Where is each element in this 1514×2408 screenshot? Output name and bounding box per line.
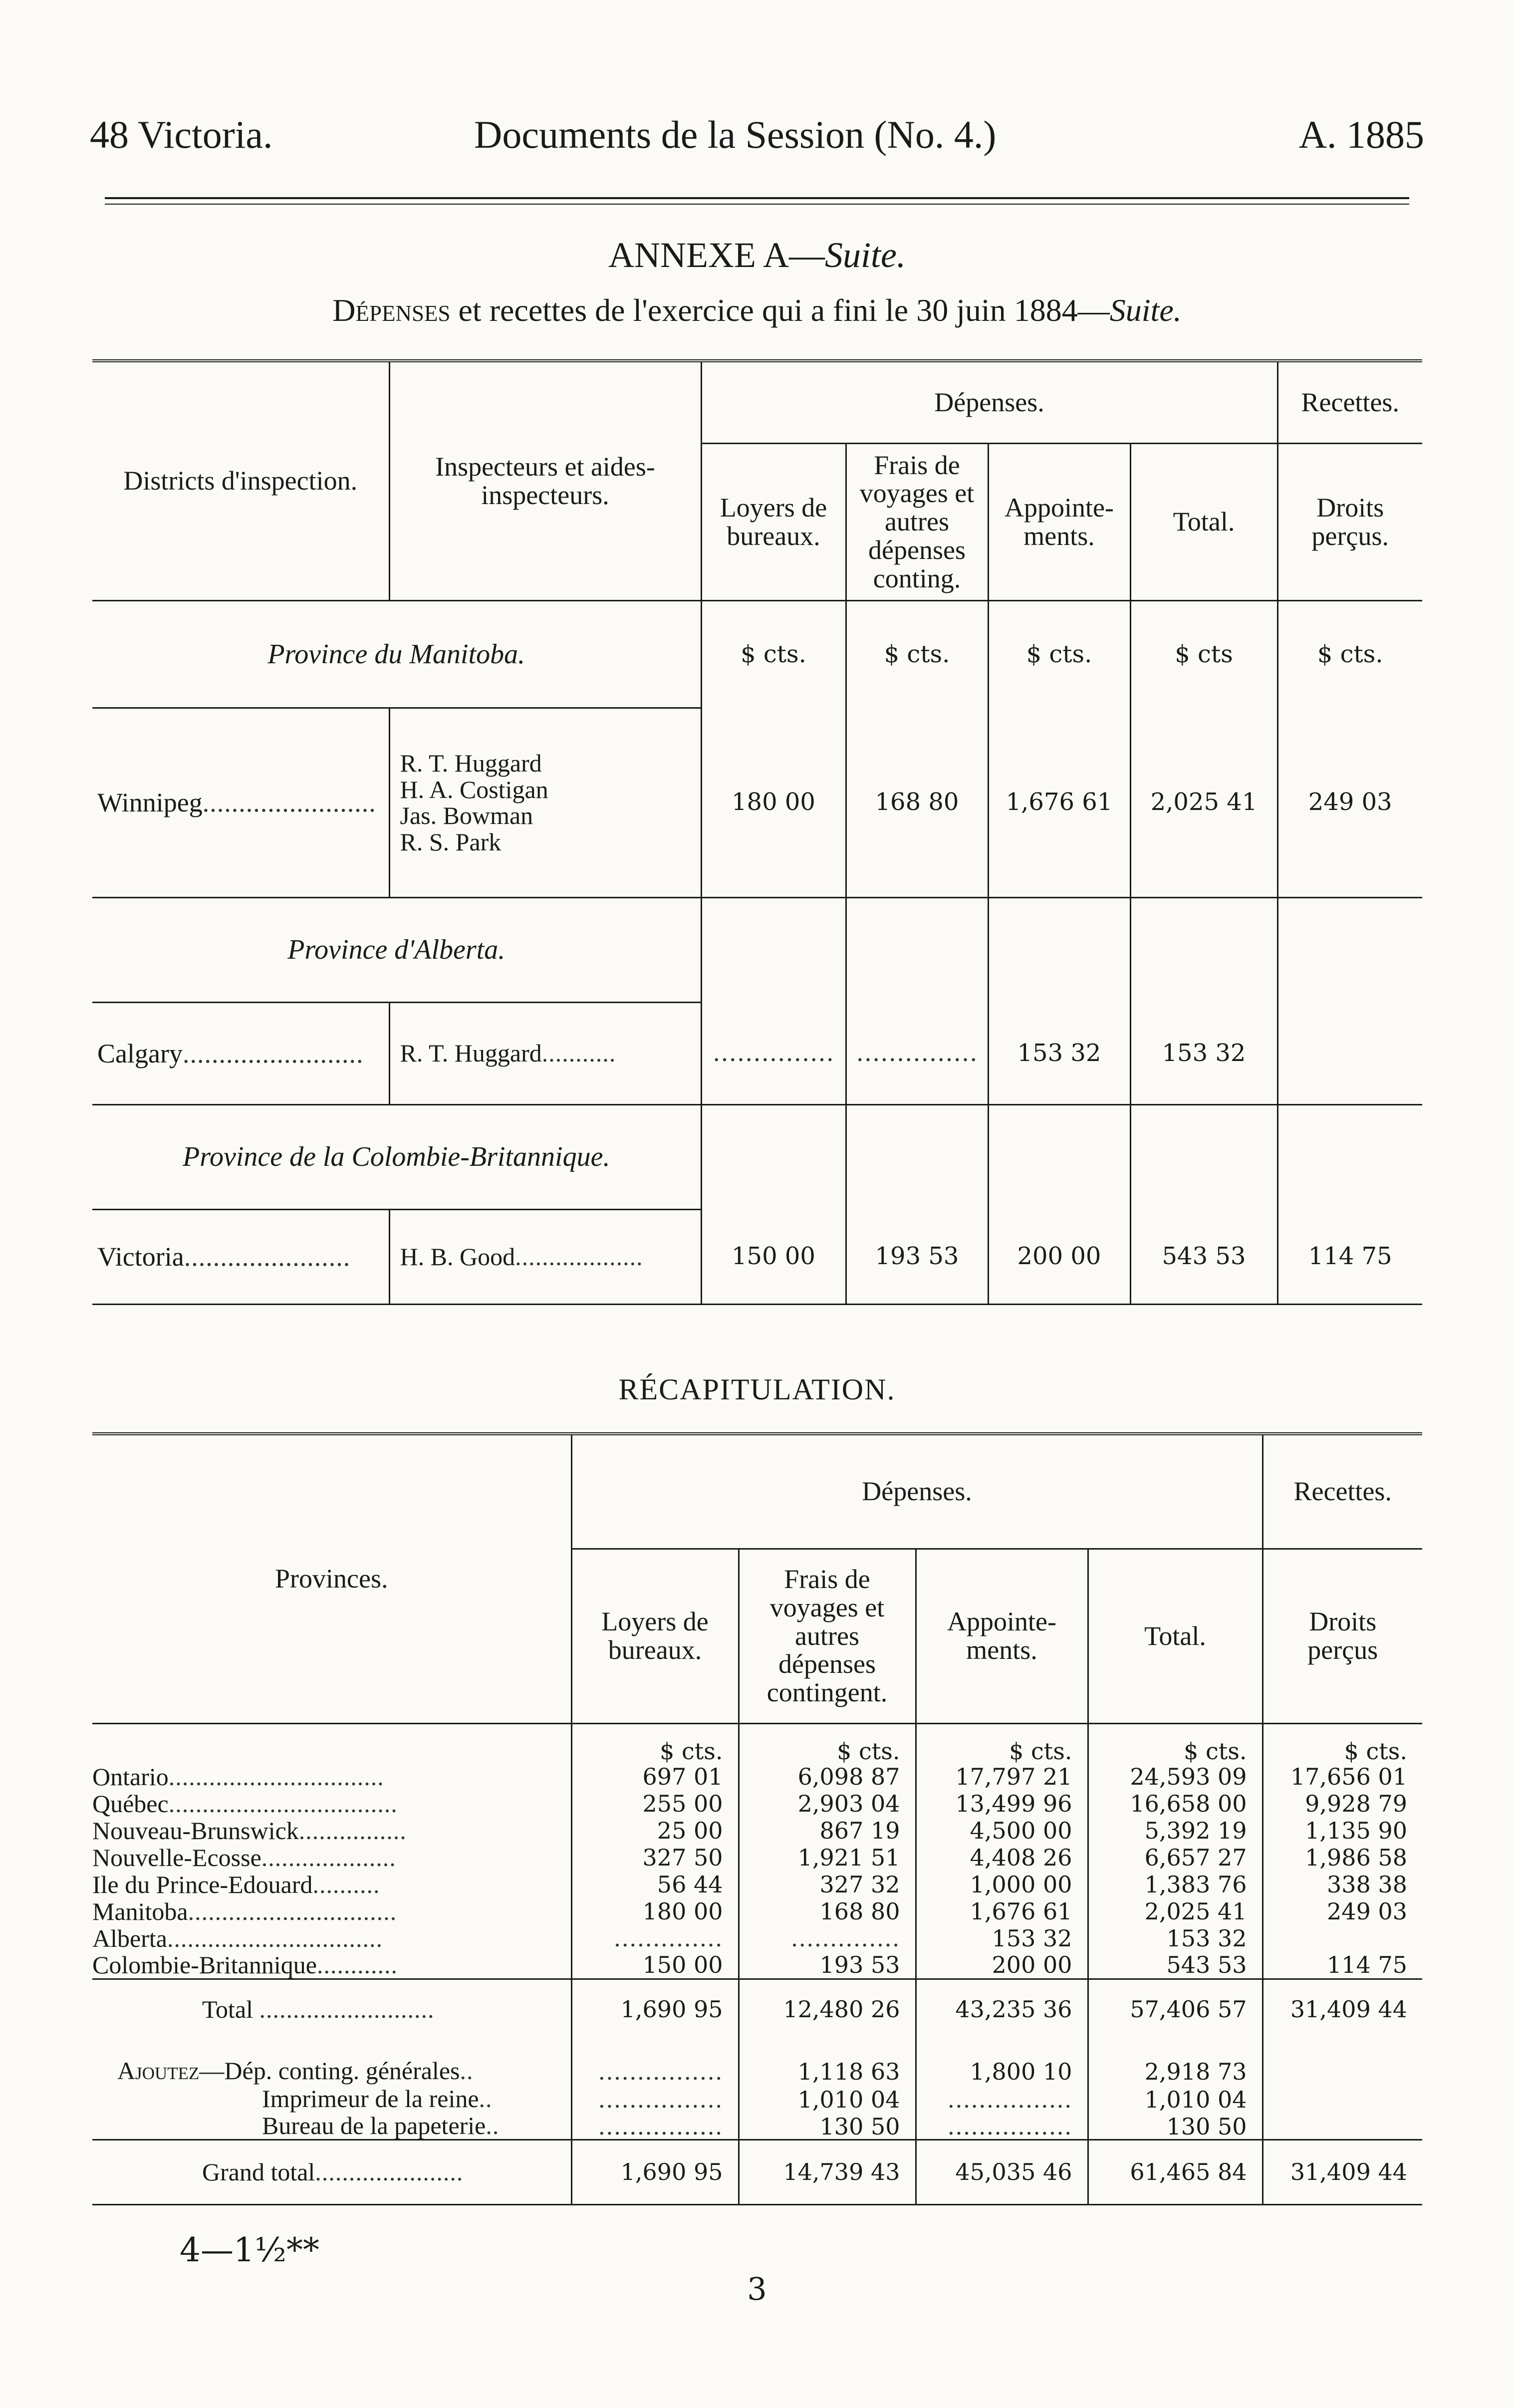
col-frais: Frais de voyages et autres dépenses contingent. (739, 1549, 916, 1723)
recap-value: 24,593 09 (1088, 1763, 1262, 1790)
col-loyers: Loyers de bureaux. (701, 443, 846, 600)
recap-value: 249 03 (1262, 1898, 1422, 1925)
recap-value: 150 00 (571, 1952, 739, 1979)
value-cell: 193 53 (846, 1209, 988, 1304)
recap-value: 153 32 (1088, 1925, 1262, 1952)
recap-value: 2,025 41 (1088, 1898, 1262, 1925)
recap-value: 6,657 27 (1088, 1844, 1262, 1871)
ajoutez-value: 1,118 63 (739, 2039, 916, 2084)
unit-label: $ cts. (1277, 600, 1422, 708)
recap-value: 327 32 (739, 1871, 916, 1898)
unit-label: $ cts. (988, 600, 1130, 708)
recap-value: 1,921 51 (739, 1844, 916, 1871)
inspector-list: R. T. Huggard........... (389, 1002, 701, 1104)
grand-total-value: 45,035 46 (916, 2140, 1088, 2204)
recap-value: 2,903 04 (739, 1790, 916, 1817)
recap-value: 13,499 96 (916, 1790, 1088, 1817)
ajoutez-label: Ajoutez—Dép. conting. générales.. (92, 2039, 571, 2084)
total-value: 57,406 57 (1088, 1979, 1262, 2039)
recap-value: 6,098 87 (739, 1763, 916, 1790)
unit-label: $ cts. (916, 1723, 1088, 1763)
recap-value: 114 75 (1262, 1952, 1422, 1979)
province-name: Ontario................................ (92, 1762, 384, 1791)
ajoutez-value: ................ (571, 2039, 739, 2084)
unit-label: $ cts. (1088, 1723, 1262, 1763)
recap-value: 1,676 61 (916, 1898, 1088, 1925)
ajoutez-item: Bureau de la papeterie (262, 2112, 486, 2140)
province-name: Colombie-Britannique............ (92, 1951, 398, 1979)
ajoutez-row (92, 2084, 1422, 2112)
recap-row (92, 1817, 1422, 1844)
district-label: Calgary (97, 1038, 183, 1069)
province-name: Ile du Prince-Edouard.......... (92, 1870, 380, 1898)
province-heading: Province d'Alberta. (92, 897, 701, 1002)
ajoutez-item: Imprimeur de la reine (262, 2084, 479, 2113)
subtitle-text: et recettes de l'exercice qui a fini le 30 juin 1884— (450, 292, 1110, 328)
recap-table (92, 1432, 1422, 2205)
recap-value: 5,392 19 (1088, 1817, 1262, 1844)
recap-value: 153 32 (916, 1925, 1088, 1952)
recap-value: 1,383 76 (1088, 1871, 1262, 1898)
recap-value: 543 53 (1088, 1952, 1262, 1979)
annex-title-text: ANNEXE A— (608, 235, 825, 275)
province-label: Ile du Prince-Edouard (92, 1870, 313, 1898)
recap-value: 327 50 (571, 1844, 739, 1871)
value-cell (1277, 1002, 1422, 1104)
value-cell: 114 75 (1277, 1209, 1422, 1304)
subtitle-smallcaps: Dépenses (332, 292, 451, 328)
district-name (92, 708, 389, 897)
province-name: Québec.................................. (92, 1789, 398, 1818)
ajoutez-item: —Dép. conting. générales (199, 2056, 460, 2085)
value-cell: 200 00 (988, 1209, 1130, 1304)
recap-value: 56 44 (571, 1871, 739, 1898)
recap-rows (92, 1763, 1422, 1979)
ajoutez-value: 2,918 73 (1088, 2039, 1262, 2084)
total-value: 1,690 95 (571, 1979, 739, 2039)
signature-mark: 4—1½** (180, 2231, 319, 2269)
value-cell: 153 32 (1130, 1002, 1277, 1104)
ajoutez-label: Bureau de la papeterie.. (262, 2112, 500, 2140)
grand-total-value: 1,690 95 (571, 2140, 739, 2204)
ajoutez-value (1262, 2084, 1422, 2112)
col-total: Total. (1088, 1549, 1262, 1723)
unit-label: $ cts (1130, 600, 1277, 708)
district-name (92, 1002, 389, 1104)
ajoutez-label: Imprimeur de la reine.. (262, 2084, 493, 2113)
recap-value: 16,658 00 (1088, 1790, 1262, 1817)
recap-value: 1,135 90 (1262, 1817, 1422, 1844)
header-rule (105, 197, 1409, 199)
recap-value: 697 01 (571, 1763, 739, 1790)
ajoutez-row (92, 2039, 1422, 2084)
inspector-name: Jas. Bowman (400, 802, 533, 829)
province-label: Québec (92, 1789, 169, 1818)
ajoutez-row (92, 2112, 1422, 2140)
col-districts: Districts d'inspection. (92, 361, 389, 600)
inspector-list: H. B. Good................... (389, 1209, 701, 1304)
ajoutez-value: ................ (916, 2084, 1088, 2112)
province-label: Nouveau-Brunswick (92, 1816, 299, 1845)
leader-dots: ........................ (202, 788, 376, 817)
ajoutez-value (1262, 2112, 1422, 2140)
province-label: Nouvelle-Ecosse (92, 1843, 261, 1872)
total-label: Total (202, 1995, 253, 2023)
annex-title-suffix: Suite. (825, 235, 906, 275)
grand-total-text: Grand total (202, 2157, 315, 2186)
ajoutez-value: 130 50 (739, 2112, 916, 2140)
inspector-name: R. T. Huggard (400, 749, 542, 777)
recap-value: 17,797 21 (916, 1763, 1088, 1790)
col-group-recettes: Recettes. (1262, 1434, 1422, 1549)
province-heading: Province de la Colombie-Britannique. (92, 1104, 701, 1209)
grand-total-label: Grand total...................... (202, 2157, 464, 2186)
page-number: 3 (747, 2271, 767, 2307)
col-droits: Droits perçus. (1277, 443, 1422, 600)
value-cell: 168 80 (846, 708, 988, 897)
annex-title (0, 235, 1514, 276)
col-group-recettes: Recettes. (1277, 361, 1422, 443)
district-label: Winnipeg (97, 788, 203, 817)
district-name (92, 1209, 389, 1304)
unit-label: $ cts. (1262, 1723, 1422, 1763)
unit-label: $ cts. (701, 600, 846, 708)
recap-row (92, 1925, 1422, 1952)
recap-value: 9,928 79 (1262, 1790, 1422, 1817)
col-inspectors: Inspecteurs et aides-inspecteurs. (389, 361, 701, 600)
value-cell: 153 32 (988, 1002, 1130, 1104)
recap-row (92, 1952, 1422, 1979)
inspector-name: R. S. Park (400, 827, 502, 856)
province-name: Manitoba............................... (92, 1897, 397, 1925)
col-appointements: Appointe- ments. (916, 1549, 1088, 1723)
leader-dots: ....................... (184, 1242, 351, 1272)
unit-label: $ cts. (846, 600, 988, 708)
recap-value: 193 53 (739, 1952, 916, 1979)
recap-value: 25 00 (571, 1817, 739, 1844)
recap-value: 1,000 00 (916, 1871, 1088, 1898)
expenses-table (92, 359, 1422, 1305)
total-row-label: Total .......................... (202, 1995, 435, 2023)
ajoutez-value (1262, 2039, 1422, 2084)
value-cell: 249 03 (1277, 708, 1422, 897)
recap-value: 867 19 (739, 1817, 916, 1844)
header-year: A. 1885 (1298, 113, 1424, 156)
ajoutez-value: 1,010 04 (739, 2084, 916, 2112)
col-loyers: Loyers de bureaux. (571, 1549, 739, 1723)
recap-value: 4,408 26 (916, 1844, 1088, 1871)
value-cell: ............... (701, 1002, 846, 1104)
province-label: Colombie-Britannique (92, 1951, 317, 1979)
recap-row (92, 1790, 1422, 1817)
recap-value: .............. (571, 1925, 739, 1952)
col-total: Total. (1130, 443, 1277, 600)
province-label: Manitoba (92, 1897, 188, 1925)
running-header (90, 112, 1424, 157)
leader-dots: ......................... (182, 1038, 364, 1069)
subtitle-suffix: Suite. (1109, 292, 1182, 328)
total-value: 31,409 44 (1262, 1979, 1422, 2039)
recap-value: 4,500 00 (916, 1817, 1088, 1844)
inspector-list (389, 708, 701, 897)
ajoutez-rows (92, 2039, 1422, 2140)
col-frais: Frais de voyages et autres dépenses conting. (846, 443, 988, 600)
annex-subtitle (0, 292, 1514, 329)
ajoutez-value: ................ (571, 2084, 739, 2112)
value-cell: 1,676 61 (988, 708, 1130, 897)
col-droits: Droits perçus (1262, 1549, 1422, 1723)
province-name: Alberta................................ (92, 1924, 383, 1952)
col-group-depenses: Dépenses. (701, 361, 1277, 443)
province-name: Nouveau-Brunswick................ (92, 1816, 407, 1845)
recap-value: 338 38 (1262, 1871, 1422, 1898)
recap-row (92, 1763, 1422, 1790)
province-name: Nouvelle-Ecosse.................... (92, 1843, 396, 1872)
ajoutez-value: 1,010 04 (1088, 2084, 1262, 2112)
inspector-name: H. B. Good (400, 1242, 515, 1271)
recap-value: 180 00 (571, 1898, 739, 1925)
col-group-depenses: Dépenses. (571, 1434, 1262, 1549)
recap-row (92, 1844, 1422, 1871)
value-cell: 2,025 41 (1130, 708, 1277, 897)
unit-label: $ cts. (739, 1723, 916, 1763)
ajoutez-value: ................ (571, 2112, 739, 2140)
recap-value: 255 00 (571, 1790, 739, 1817)
inspector-name: H. A. Costigan (400, 775, 548, 803)
grand-total-value: 14,739 43 (739, 2140, 916, 2204)
ajoutez-word: Ajoutez (117, 2056, 200, 2085)
col-provinces: Provinces. (92, 1434, 571, 1723)
recap-value (1262, 1925, 1422, 1952)
recap-row (92, 1871, 1422, 1898)
recap-value: 200 00 (916, 1952, 1088, 1979)
value-cell: 543 53 (1130, 1209, 1277, 1304)
grand-total-value: 61,465 84 (1088, 2140, 1262, 2204)
header-session: 48 Victoria. (90, 113, 273, 156)
total-value: 43,235 36 (916, 1979, 1088, 2039)
recap-value: 17,656 01 (1262, 1763, 1422, 1790)
ajoutez-value: ................ (916, 2112, 1088, 2140)
header-document-title: Documents de la Session (No. 4.) (474, 113, 997, 156)
value-cell: 180 00 (701, 708, 846, 897)
recap-value: 1,986 58 (1262, 1844, 1422, 1871)
province-label: Ontario (92, 1762, 169, 1791)
recap-value: 168 80 (739, 1898, 916, 1925)
unit-label: $ cts. (571, 1723, 739, 1763)
recap-title: RÉCAPITULATION. (618, 1373, 896, 1406)
value-cell: ............... (846, 1002, 988, 1104)
recap-value: .............. (739, 1925, 916, 1952)
district-label: Victoria (97, 1242, 184, 1272)
ajoutez-value: 130 50 (1088, 2112, 1262, 2140)
province-label: Alberta (92, 1924, 167, 1952)
total-value: 12,480 26 (739, 1979, 916, 2039)
header-rule-thin (105, 204, 1409, 205)
value-cell: 150 00 (701, 1209, 846, 1304)
recap-row (92, 1898, 1422, 1925)
grand-total-value: 31,409 44 (1262, 2140, 1422, 2204)
inspector-name: R. T. Huggard (400, 1039, 542, 1068)
ajoutez-value: 1,800 10 (916, 2039, 1088, 2084)
col-appointements: Appointe- ments. (988, 443, 1130, 600)
province-heading: Province du Manitoba. (92, 600, 701, 708)
